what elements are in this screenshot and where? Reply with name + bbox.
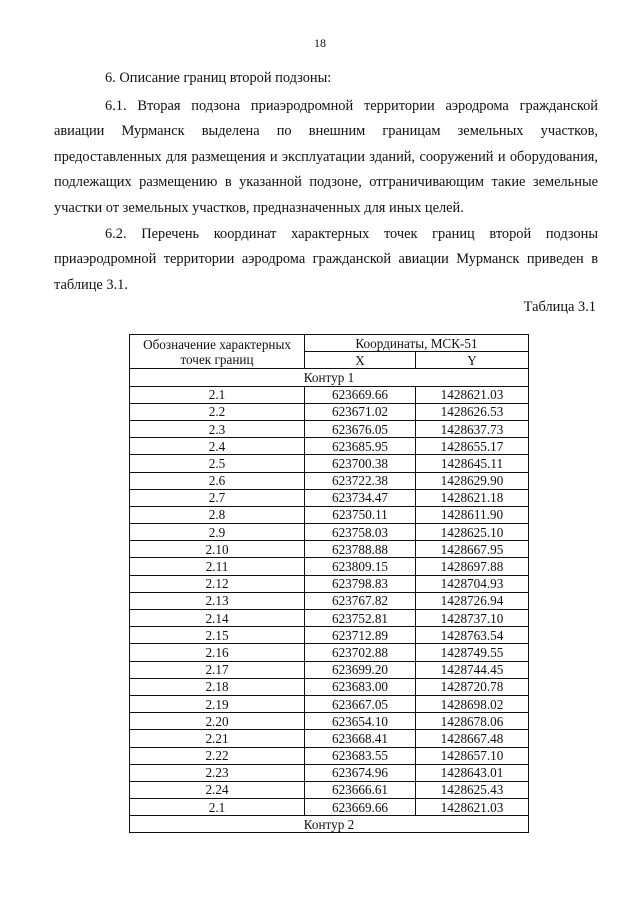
x-cell: 623712.89: [305, 627, 416, 644]
coordinates-table: [129, 334, 529, 833]
x-cell: 623788.88: [305, 541, 416, 558]
table-row: [130, 627, 529, 644]
y-cell: 1428667.95: [416, 541, 529, 558]
point-cell: 2.19: [130, 695, 305, 712]
y-cell: 1428643.01: [416, 764, 529, 781]
point-cell: 2.15: [130, 627, 305, 644]
paragraph-line: таблице 3.1.: [54, 276, 128, 293]
table-row: [130, 541, 529, 558]
paragraph-line: участки от земельных участков, предназначенных для иных целей.: [54, 199, 464, 216]
x-cell: 623722.38: [305, 472, 416, 489]
point-cell: 2.13: [130, 592, 305, 609]
point-cell: 2.1: [130, 799, 305, 816]
table-row: [130, 506, 529, 523]
table-row: [130, 661, 529, 678]
header-coords: Координаты, МСК-51: [305, 335, 529, 352]
point-cell: 2.17: [130, 661, 305, 678]
y-cell: 1428657.10: [416, 747, 529, 764]
x-cell: 623752.81: [305, 610, 416, 627]
point-cell: 2.8: [130, 506, 305, 523]
y-cell: 1428704.93: [416, 575, 529, 592]
contour-2-label: Контур 2: [130, 816, 529, 833]
table-row: [130, 438, 529, 455]
point-cell: 2.12: [130, 575, 305, 592]
x-cell: 623676.05: [305, 420, 416, 437]
contour-1-label: Контур 1: [130, 369, 529, 386]
x-cell: 623654.10: [305, 713, 416, 730]
point-cell: 2.20: [130, 713, 305, 730]
y-cell: 1428667.48: [416, 730, 529, 747]
point-cell: 2.22: [130, 747, 305, 764]
section-heading: 6. Описание границ второй подзоны:: [105, 70, 332, 86]
point-cell: 2.18: [130, 678, 305, 695]
paragraph-line: 6.2. Перечень координат характерных точек границ второй подзоны: [105, 226, 598, 242]
point-cell: 2.24: [130, 781, 305, 798]
x-cell: 623700.38: [305, 455, 416, 472]
x-cell: 623767.82: [305, 592, 416, 609]
x-cell: 623666.61: [305, 781, 416, 798]
y-cell: 1428625.43: [416, 781, 529, 798]
y-cell: 1428621.03: [416, 386, 529, 403]
paragraph-line: авиации Мурманск выделена по внешним границам земельных участков,: [54, 123, 598, 140]
page-number: 18: [314, 36, 326, 50]
x-cell: 623683.00: [305, 678, 416, 695]
point-cell: 2.5: [130, 455, 305, 472]
point-cell: 2.23: [130, 764, 305, 781]
table-row: [130, 781, 529, 798]
x-cell: 623669.66: [305, 799, 416, 816]
y-cell: 1428720.78: [416, 678, 529, 695]
y-cell: 1428621.03: [416, 799, 529, 816]
coordinates-table-body: [130, 335, 529, 833]
table-row: [130, 524, 529, 541]
x-cell: 623734.47: [305, 489, 416, 506]
contour-row: [130, 369, 529, 386]
table-row: [130, 558, 529, 575]
point-cell: 2.16: [130, 644, 305, 661]
point-cell: 2.14: [130, 610, 305, 627]
y-cell: 1428678.06: [416, 713, 529, 730]
table-row: [130, 420, 529, 437]
x-cell: 623750.11: [305, 506, 416, 523]
paragraph-line: приаэродромной территории аэродрома гражданской авиации Мурманск приведен в: [54, 251, 598, 268]
point-cell: 2.7: [130, 489, 305, 506]
y-cell: 1428611.90: [416, 506, 529, 523]
x-cell: 623685.95: [305, 438, 416, 455]
x-cell: 623699.20: [305, 661, 416, 678]
y-cell: 1428655.17: [416, 438, 529, 455]
paragraph-line: предоставленных для размещения и эксплуатации зданий, сооружений и оборудования,: [54, 148, 598, 165]
y-cell: 1428763.54: [416, 627, 529, 644]
point-cell: 2.10: [130, 541, 305, 558]
table-row: [130, 644, 529, 661]
x-cell: 623671.02: [305, 403, 416, 420]
header-y: Y: [416, 352, 529, 369]
table-row: [130, 713, 529, 730]
x-cell: 623683.55: [305, 747, 416, 764]
contour-row: [130, 816, 529, 833]
x-cell: 623668.41: [305, 730, 416, 747]
y-cell: 1428637.73: [416, 420, 529, 437]
table-row: [130, 592, 529, 609]
point-cell: 2.6: [130, 472, 305, 489]
y-cell: 1428698.02: [416, 695, 529, 712]
table-row: [130, 455, 529, 472]
header-points: Обозначение характерных точек границ: [130, 335, 305, 369]
paragraph-line: 6.1. Вторая подзона приаэродромной территории аэродрома гражданской: [105, 98, 598, 114]
y-cell: 1428625.10: [416, 524, 529, 541]
table-row: [130, 730, 529, 747]
table-row: [130, 610, 529, 627]
x-cell: 623758.03: [305, 524, 416, 541]
paragraph-line: подлежащих размещению в указанной подзоне, отграничивающим такие земельные: [54, 174, 598, 191]
table-row: [130, 747, 529, 764]
table-row: [130, 489, 529, 506]
table-caption: Таблица 3.1: [523, 299, 596, 315]
point-cell: 2.1: [130, 386, 305, 403]
point-cell: 2.4: [130, 438, 305, 455]
paragraph-6-2: [54, 222, 598, 298]
point-cell: 2.9: [130, 524, 305, 541]
table-row: [130, 575, 529, 592]
table-header-row: [130, 335, 529, 352]
table-row: [130, 799, 529, 816]
point-cell: 2.21: [130, 730, 305, 747]
y-cell: 1428697.88: [416, 558, 529, 575]
x-cell: 623702.88: [305, 644, 416, 661]
y-cell: 1428749.55: [416, 644, 529, 661]
table-row: [130, 472, 529, 489]
x-cell: 623809.15: [305, 558, 416, 575]
y-cell: 1428626.53: [416, 403, 529, 420]
point-cell: 2.3: [130, 420, 305, 437]
y-cell: 1428737.10: [416, 610, 529, 627]
y-cell: 1428645.11: [416, 455, 529, 472]
table-row: [130, 403, 529, 420]
header-x: X: [305, 352, 416, 369]
paragraph-6-1: [54, 94, 598, 221]
x-cell: 623669.66: [305, 386, 416, 403]
y-cell: 1428629.90: [416, 472, 529, 489]
table-row: [130, 764, 529, 781]
point-cell: 2.11: [130, 558, 305, 575]
table-row: [130, 386, 529, 403]
x-cell: 623667.05: [305, 695, 416, 712]
table-row: [130, 678, 529, 695]
x-cell: 623674.96: [305, 764, 416, 781]
y-cell: 1428621.18: [416, 489, 529, 506]
x-cell: 623798.83: [305, 575, 416, 592]
table-row: [130, 695, 529, 712]
y-cell: 1428726.94: [416, 592, 529, 609]
point-cell: 2.2: [130, 403, 305, 420]
y-cell: 1428744.45: [416, 661, 529, 678]
